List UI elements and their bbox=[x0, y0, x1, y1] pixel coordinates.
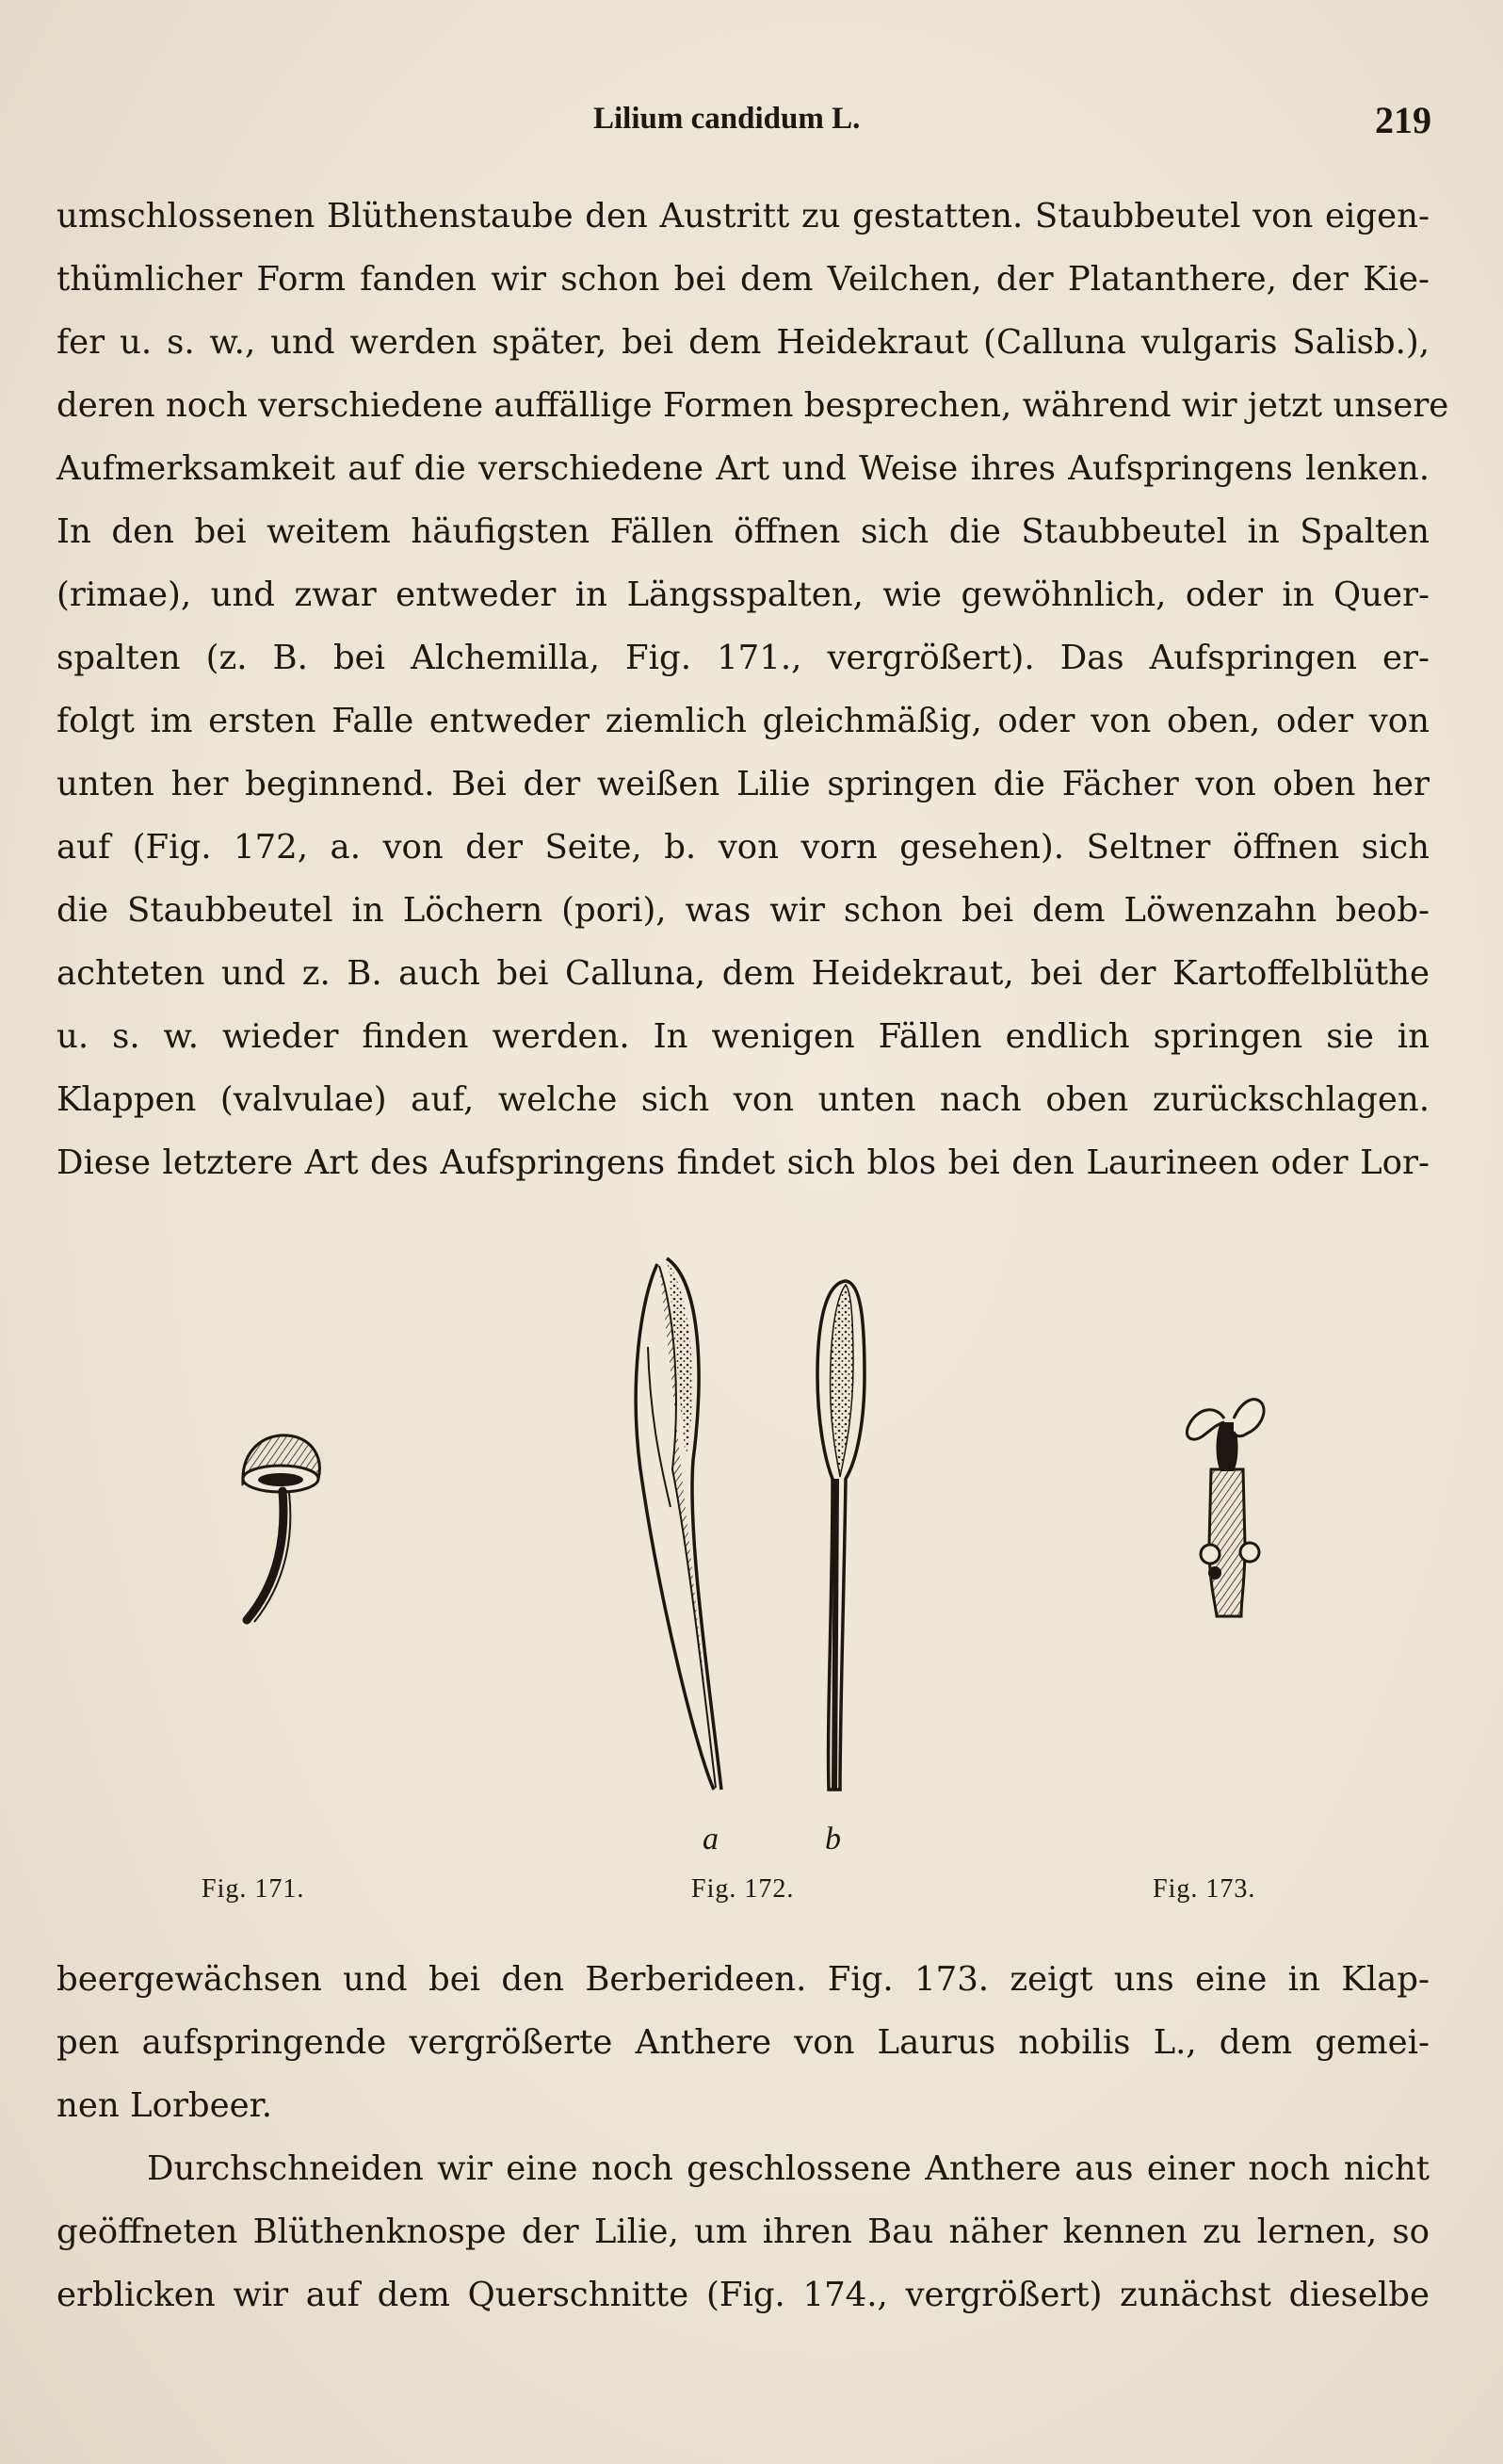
text-line: unten her beginnend. Bei der weißen Lilie springen die Fächer von oben her bbox=[57, 765, 1430, 803]
text-line: beergewächsen und bei den Berberideen. Fig. 173. zeigt uns eine in Klap- bbox=[57, 1960, 1430, 1999]
text-line: nen Lorbeer. bbox=[57, 2086, 273, 2125]
figure-row bbox=[0, 1224, 1503, 1921]
text-line: achteten und z. B. auch bei Calluna, dem Heidekraut, bei der Kartoffelblüthe bbox=[57, 954, 1430, 993]
fig-171-drawing bbox=[243, 1435, 319, 1622]
text-line: folgt im ersten Falle entweder ziemlich gleichmäßig, oder von oben, oder von bbox=[57, 702, 1430, 740]
text-line: auf (Fig. 172, a. von der Seite, b. von vorn gesehen). Seltner öffnen sich bbox=[57, 828, 1430, 867]
fig-172-label-b: b bbox=[825, 1822, 841, 1856]
text-line: u. s. w. wieder finden werden. In wenigen Fällen endlich springen sie in bbox=[57, 1017, 1430, 1056]
fig-173-caption: Fig. 173. bbox=[1153, 1874, 1256, 1904]
fig-172-label-a: a bbox=[703, 1822, 719, 1856]
text-line: deren noch verschiedene auffällige Formen besprechen, während wir jetzt unsere bbox=[57, 386, 1449, 425]
fig-172b-drawing bbox=[817, 1281, 865, 1790]
text-line: thümlicher Form fanden wir schon bei dem Veilchen, der Platanthere, der Kie- bbox=[57, 260, 1430, 299]
fig-173-drawing bbox=[1187, 1400, 1264, 1616]
paragraph-2-and-3 bbox=[57, 1948, 1430, 2326]
page-header bbox=[0, 99, 1503, 149]
page-number: 219 bbox=[1375, 99, 1431, 141]
running-title: Lilium candidum L. bbox=[593, 102, 861, 136]
text-line: (rimae), und zwar entweder in Längsspalten, wie gewöhnlich, oder in Quer- bbox=[57, 575, 1430, 614]
text-line: In den bei weitem häufigsten Fällen öffnen sich die Staubbeutel in Spalten bbox=[57, 512, 1430, 551]
text-line: spalten (z. B. bei Alchemilla, Fig. 171., vergrößert). Das Aufspringen er- bbox=[57, 639, 1430, 677]
paragraph-1 bbox=[57, 185, 1449, 1194]
text-line: geöffneten Blüthenknospe der Lilie, um ihren Bau näher kennen zu lernen, so bbox=[57, 2213, 1430, 2251]
text-line: erblicken wir auf dem Querschnitte (Fig. 174., vergrößert) zunächst dieselbe bbox=[57, 2276, 1430, 2314]
text-line: die Staubbeutel in Löchern (pori), was wir schon bei dem Löwenzahn beob- bbox=[57, 891, 1430, 930]
text-line: Durchschneiden wir eine noch geschlossene Anthere aus einer noch nicht bbox=[147, 2149, 1430, 2188]
text-line: Diese letztere Art des Aufspringens findet sich blos bei den Laurineen oder Lor- bbox=[57, 1143, 1430, 1182]
text-line: Aufmerksamkeit auf die verschiedene Art und Weise ihres Aufspringens lenken. bbox=[57, 449, 1430, 488]
figure-illustrations bbox=[0, 1224, 1503, 1921]
text-line: pen aufspringende vergrößerte Anthere von Laurus nobilis L., dem gemei- bbox=[57, 2023, 1430, 2062]
fig-171-caption: Fig. 171. bbox=[202, 1874, 305, 1904]
fig-172-caption: Fig. 172. bbox=[691, 1874, 795, 1904]
fig-172a-drawing bbox=[636, 1258, 721, 1790]
text-line: Klappen (valvulae) auf, welche sich von unten nach oben zurückschlagen. bbox=[57, 1080, 1430, 1119]
text-line: umschlossenen Blüthenstaube den Austritt zu gestatten. Staubbeutel von eigen- bbox=[57, 197, 1430, 235]
text-line: fer u. s. w., und werden später, bei dem Heidekraut (Calluna vulgaris Salisb.), bbox=[57, 323, 1430, 362]
